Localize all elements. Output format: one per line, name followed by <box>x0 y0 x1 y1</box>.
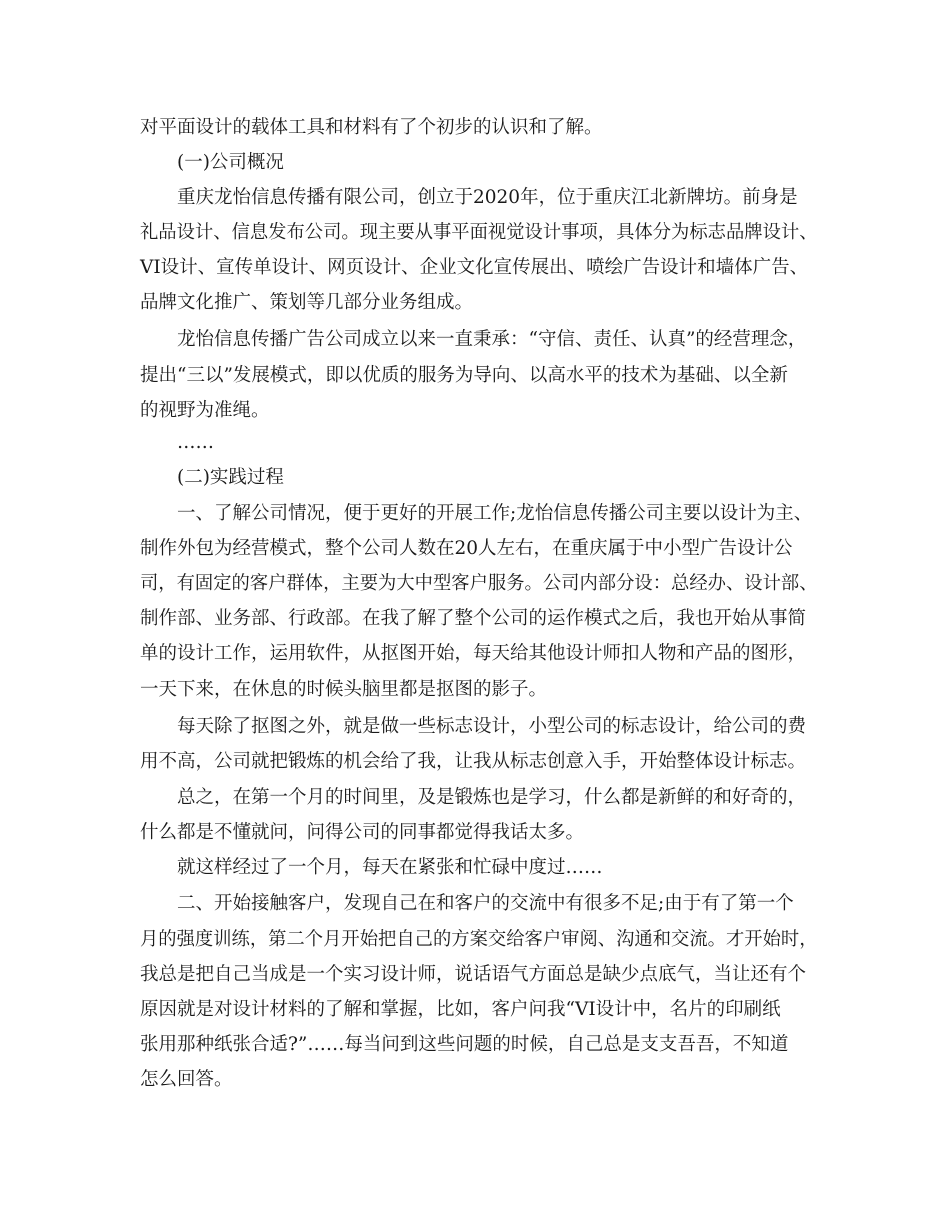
paragraph-line: 的视野为准绳。 <box>140 400 270 421</box>
paragraph-line: 月的强度训练，第二个月开始把自己的方案交给客户审阅、沟通和交流。才开始时， <box>140 929 818 950</box>
paragraph-line: 每天除了抠图之外，就是做一些标志设计，小型公司的标志设计，给公司的费 <box>177 716 807 737</box>
paragraph-line: 礼品设计、信息发布公司。现主要从事平面视觉设计事项，具体分为标志品牌设计、 <box>140 222 818 243</box>
paragraph-line: 就这样经过了一个月，每天在紧张和忙碌中度过…… <box>177 857 603 878</box>
paragraph-line: 二、开始接触客户，发现自己在和客户的交流中有很多不足;由于有了第一个 <box>177 893 794 914</box>
paragraph-line: 我总是把自己当成是一个实习设计师，说话语气方面总是缺少点底气，当让还有个 <box>140 964 807 985</box>
paragraph-line: 提出“三以”发展模式，即以优质的服务为导向、以高水平的技术为基础、以全新 <box>140 365 788 386</box>
paragraph-line: 龙怡信息传播广告公司成立以来一直秉承：“守信、责任、认真”的经营理念， <box>177 329 807 350</box>
paragraph-line: 品牌文化推广、策划等几部分业务组成。 <box>140 292 474 313</box>
paragraph-line: 原因就是对设计材料的了解和掌握，比如，客户问我“VI设计中，名片的印刷纸 <box>140 999 781 1020</box>
section-heading-company-overview: (一)公司概况 <box>177 152 284 173</box>
paragraph-line: 重庆龙怡信息传播有限公司，创立于2020年，位于重庆江北新牌坊。前身是 <box>177 187 798 208</box>
paragraph-line: VI设计、宣传单设计、网页设计、企业文化宣传展出、喷绘广告设计和墙体广告、 <box>140 257 809 278</box>
paragraph-line: 司，有固定的客户群体，主要为大中型客户服务。公司内部分设：总经办、设计部、 <box>140 573 818 594</box>
paragraph-line: 单的设计工作，运用软件，从抠图开始，每天给其他设计师扣人物和产品的图形， <box>140 643 807 664</box>
paragraph-line: 一、了解公司情况，便于更好的开展工作;龙怡信息传播公司主要以设计为主、 <box>177 503 813 524</box>
section-heading-practice-process: (二)实践过程 <box>177 467 284 488</box>
paragraph-line: 用不高，公司就把锻炼的机会给了我，让我从标志创意入手，开始整体设计标志。 <box>140 751 807 772</box>
paragraph-line: 张用那种纸张合适?”……每当问到这些问题的时候，自己总是支支吾吾，不知道 <box>140 1034 789 1055</box>
paragraph-line: 对平面设计的载体工具和材料有了个初步的认识和了解。 <box>140 117 603 138</box>
paragraph-line: 什么都是不懂就问，问得公司的同事都觉得我话太多。 <box>140 822 585 843</box>
ellipsis-line: …… <box>177 432 214 453</box>
paragraph-line: 一天下来，在休息的时候头脑里都是抠图的影子。 <box>140 679 548 700</box>
paragraph-line: 总之，在第一个月的时间里，及是锻炼也是学习，什么都是新鲜的和好奇的， <box>177 787 807 808</box>
paragraph-line: 制作外包为经营模式，整个公司人数在20人左右，在重庆属于中小型广告设计公 <box>140 538 793 559</box>
paragraph-line: 制作部、业务部、行政部。在我了解了整个公司的运作模式之后，我也开始从事简 <box>140 608 807 629</box>
paragraph-line: 怎么回答。 <box>140 1069 233 1090</box>
